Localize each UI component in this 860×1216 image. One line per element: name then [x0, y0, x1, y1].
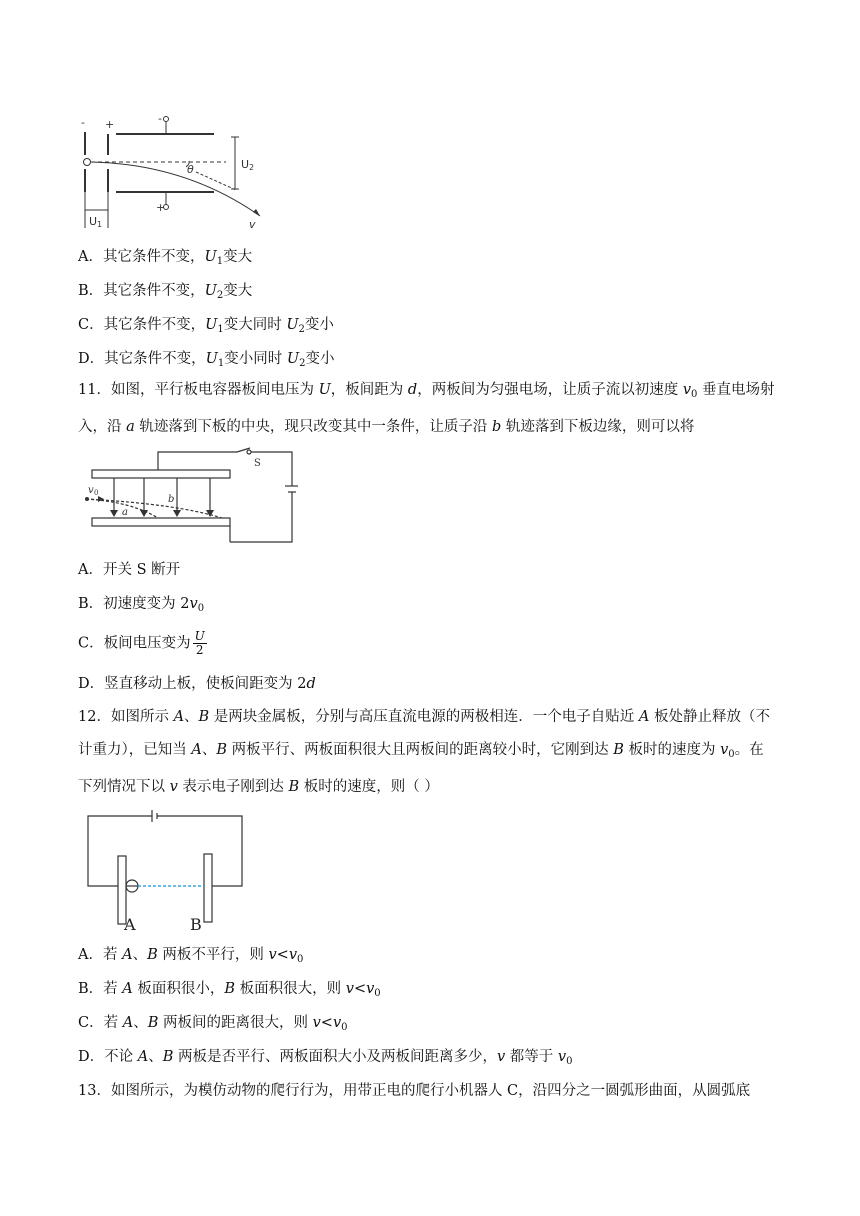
- q11-option-b: B．初速度变为 $2v_0$: [78, 596, 205, 614]
- q12-option-b: B．若 A 板面积很小，B 板面积很大，则 $v<v_0$: [78, 981, 381, 999]
- q10-figure: [76, 112, 266, 236]
- q11-option-d: D．竖直移动上板，使板间距变为 2d: [78, 676, 316, 692]
- q11-a-label: a: [122, 507, 128, 518]
- q12-plate-b-label: B: [190, 915, 202, 932]
- q12-option-a: A．若 A、B 两板不平行，则 $v<v_0$: [78, 947, 304, 965]
- q10-option-b: B．其它条件不变，$U_2$变大: [78, 283, 253, 301]
- q11-b-label: b: [168, 494, 175, 505]
- q10-minus-left: -: [81, 116, 85, 129]
- q11-figure: [82, 446, 298, 548]
- q11-v0-label: v: [88, 485, 94, 496]
- q10-option-d: D．其它条件不变，$U_1$变小同时 $U_2$变小: [78, 351, 335, 369]
- q10-theta: θ: [187, 163, 194, 176]
- q12-figure: [84, 808, 248, 932]
- q11-v0-sub: 0: [94, 489, 99, 497]
- q11-option-c: C．板间电压变为 $\frac{U}{2}$: [78, 629, 205, 657]
- q13-stem: 13．如图所示，为模仿动物的爬行行为，用带正电的爬行小机器人 C，沿四分之一圆弧形曲面，从圆弧底: [78, 1083, 751, 1099]
- q10-v: v: [249, 218, 256, 231]
- q10-option-a: A．其它条件不变，$U_1$变大: [78, 249, 253, 267]
- q12-stem: 12．如图所示 A、B 是两块金属板，分别与高压直流电源的两极相连．一个电子自贴近 A 板处静止释放（不 计重力），已知当 A、B 两板平行、两板面积很大且两板间的距离较小时，它刚到达 B 板时的速度为 $v_0$。在 下列情况下以 v 表示电子刚到达 B 板时的速度，则（ ）: [78, 709, 771, 795]
- q11-fraction: $\frac{U}{2}$: [194, 629, 205, 657]
- q12-option-d: D．不论 A、B 两板是否平行、两板面积大小及两板间距离多少，v 都等于 $v_0$: [78, 1049, 573, 1067]
- q10-u2: U: [241, 158, 250, 171]
- q10-plus-bottom: +: [156, 201, 166, 214]
- q11-switch-label: S: [254, 458, 261, 469]
- q12-plate-a-label: A: [124, 915, 136, 932]
- q10-u1: U: [89, 215, 98, 228]
- q10-u1-sub: 1: [97, 220, 103, 229]
- q11-stem: 11．如图，平行板电容器板间电压为 U，板间距为 d，两板间为匀强电场，让质子流以初速度 $v_0$ 垂直电场射入，沿 a 轨迹落到下板的中央，现只改变其中一条件，让质子沿 b 轨迹落到下板边缘，则可以将: [78, 382, 775, 435]
- q10-u2-sub: 2: [249, 163, 255, 172]
- q11-option-a: A．开关 S 断开: [78, 562, 181, 578]
- q10-option-c: C．其它条件不变，$U_1$变大同时 $U_2$变小: [78, 317, 334, 335]
- q10-plus-left: +: [105, 118, 115, 131]
- q10-minus-top: -: [158, 112, 162, 125]
- q12-option-c: C．若 A、B 两板间的距离很大，则 $v<v_0$: [78, 1015, 348, 1033]
